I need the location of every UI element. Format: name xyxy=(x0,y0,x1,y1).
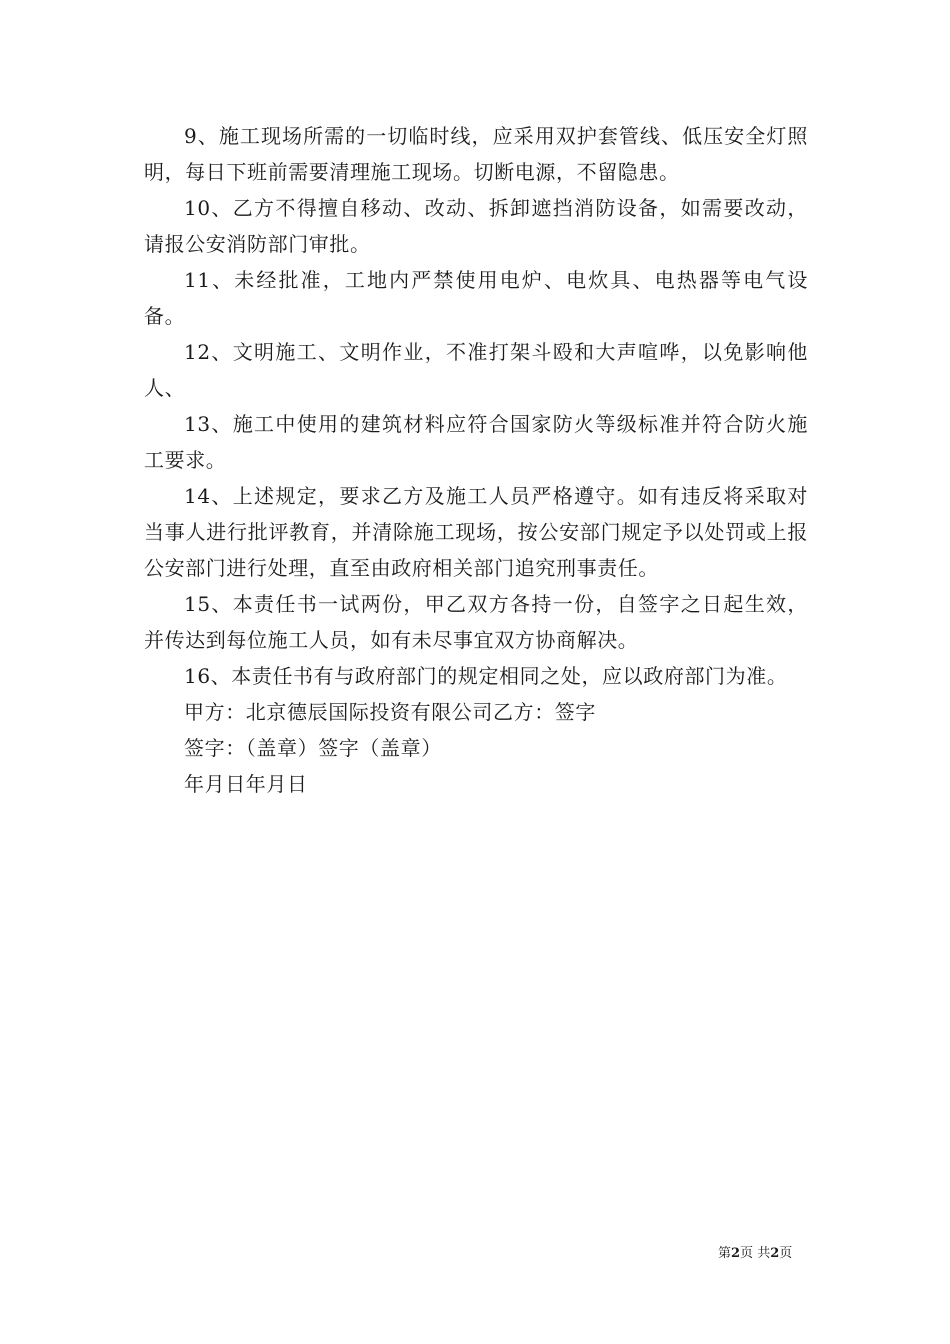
signature-parties: 甲方：北京德辰国际投资有限公司乙方：签字 xyxy=(184,700,596,724)
footer-total-pages: 2 xyxy=(770,1246,780,1261)
signature-seal: 签字：（盖章）签字（盖章） xyxy=(184,736,442,760)
footer-middle: 页 共 xyxy=(740,1246,771,1261)
clause-10: 10、乙方不得擅自移动、改动、拆卸遮挡消防设备，如需要改动，请报公安消防部门审批。 xyxy=(144,196,808,256)
clause-9: 9、施工现场所需的一切临时线，应采用双护套管线、低压安全灯照明，每日下班前需要清理施工现场。切断电源，不留隐患。 xyxy=(144,124,808,184)
footer-suffix: 页 xyxy=(779,1246,793,1261)
clause-13: 13、施工中使用的建筑材料应符合国家防火等级标准并符合防火施工要求。 xyxy=(144,412,808,472)
page-footer xyxy=(718,1245,792,1263)
clause-11: 11、未经批准，工地内严禁使用电炉、电炊具、电热器等电气设备。 xyxy=(144,268,808,328)
clause-16: 16、本责任书有与政府部门的规定相同之处，应以政府部门为准。 xyxy=(184,664,788,688)
clause-14: 14、上述规定，要求乙方及施工人员严格遵守。如有违反将采取对当事人进行批评教育，并清除施工现场，按公安部门规定予以处罚或上报公安部门进行处理，直至由政府相关部门追究刑事责任。 xyxy=(144,484,808,580)
clause-12: 12、文明施工、文明作业，不准打架斗殴和大声喧哗，以免影响他人、 xyxy=(144,340,808,400)
clause-15: 15、本责任书一试两份，甲乙双方各持一份，自签字之日起生效，并传达到每位施工人员，如有未尽事宜双方协商解决。 xyxy=(144,592,808,652)
footer-prefix: 第 xyxy=(718,1246,732,1261)
footer-current-page: 2 xyxy=(731,1246,741,1261)
signature-date: 年月日年月日 xyxy=(184,772,308,796)
document-body xyxy=(144,118,808,802)
